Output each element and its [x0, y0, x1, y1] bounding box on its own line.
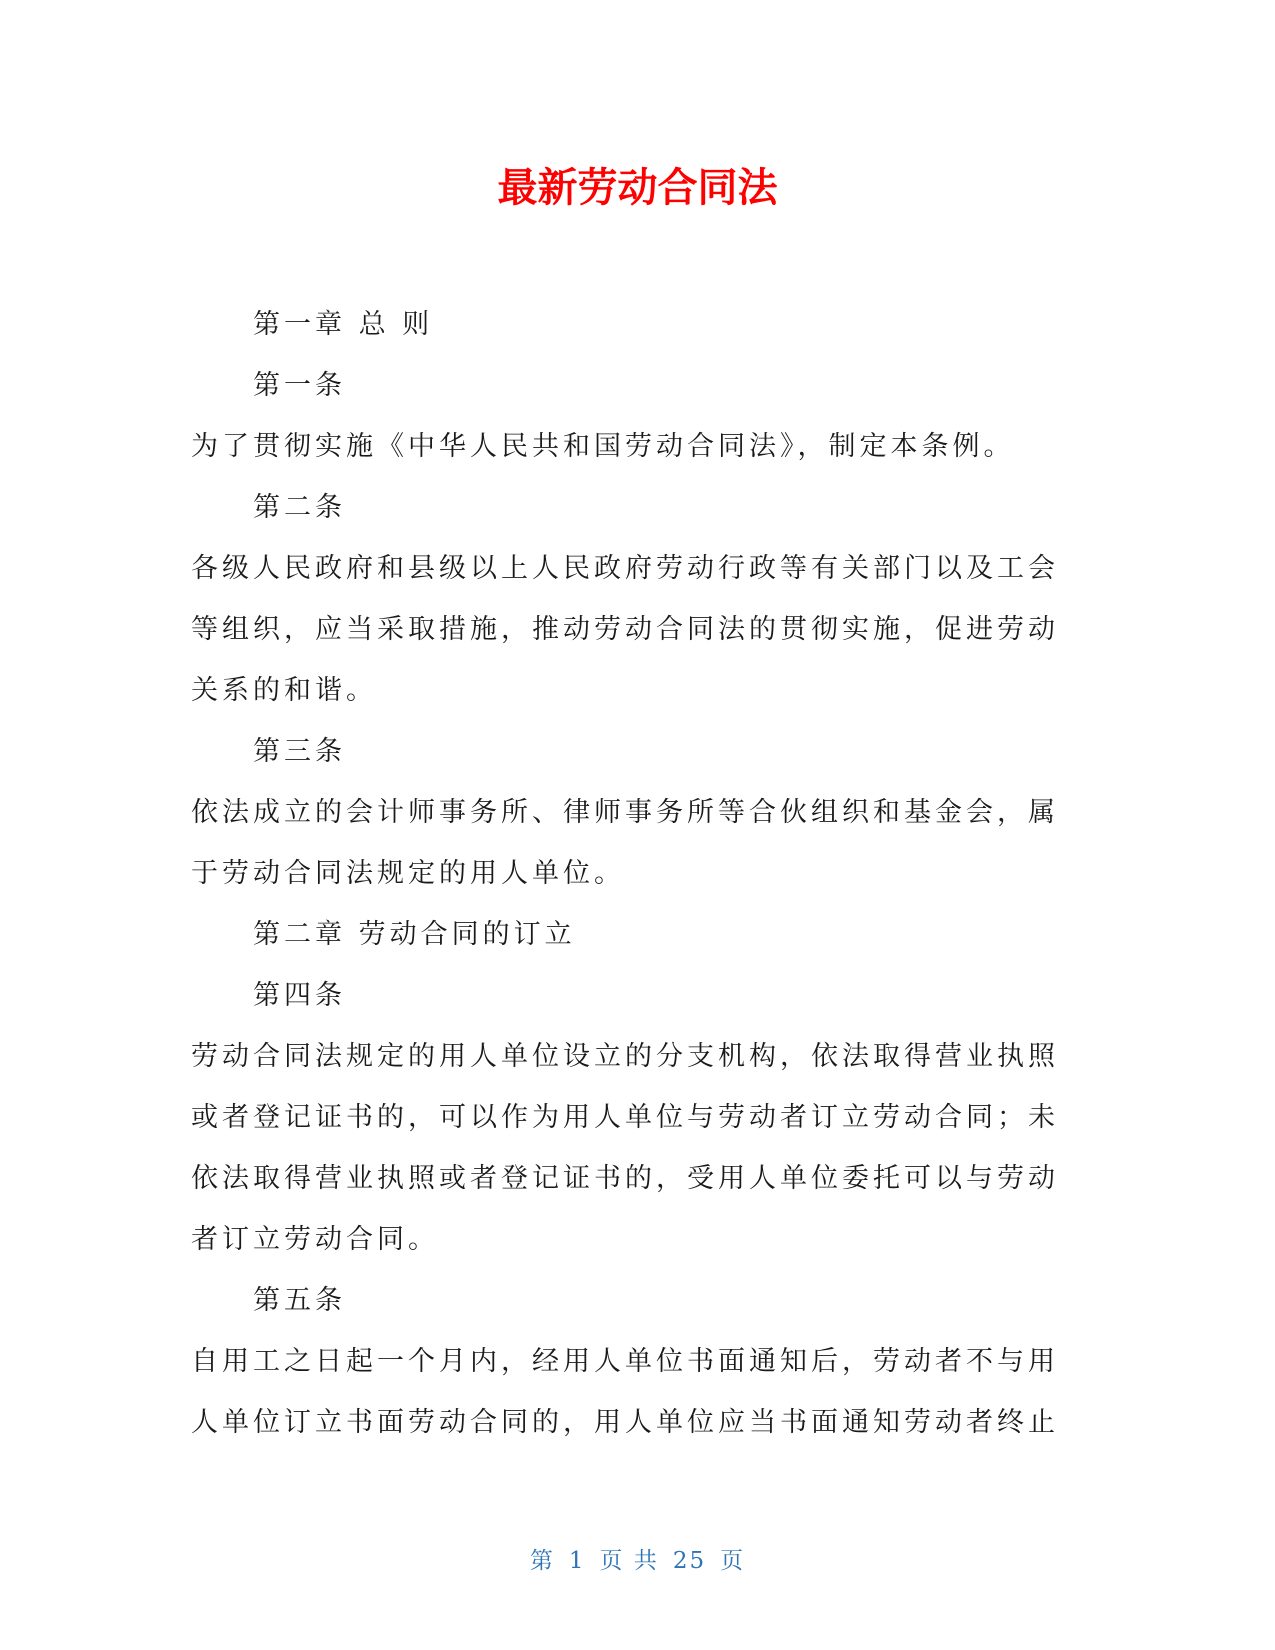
paragraph-line: 或者登记证书的，可以作为用人单位与劳动者订立劳动合同；未	[191, 1102, 1059, 1133]
paragraph-line: 人单位订立书面劳动合同的，用人单位应当书面通知劳动者终止	[191, 1407, 1059, 1438]
article-heading: 第一条	[253, 370, 346, 401]
paragraph-line: 依法取得营业执照或者登记证书的，受用人单位委托可以与劳动	[191, 1163, 1059, 1194]
article-heading: 第二条	[253, 492, 346, 523]
paragraph-line: 自用工之日起一个月内，经用人单位书面通知后，劳动者不与用	[191, 1346, 1059, 1377]
paragraph-line: 为了贯彻实施《中华人民共和国劳动合同法》，制定本条例。	[191, 431, 1015, 462]
page-footer	[0, 1546, 1275, 1576]
paragraph-line: 关系的和谐。	[191, 675, 377, 706]
total-pages-number: 25	[672, 1548, 707, 1574]
paragraph-line: 于劳动合同法规定的用人单位。	[191, 858, 625, 889]
chapter-heading: 第二章 劳动合同的订立	[253, 919, 576, 950]
article-heading: 第五条	[253, 1285, 346, 1316]
article-heading: 第三条	[253, 736, 346, 767]
article-heading: 第四条	[253, 980, 346, 1011]
paragraph-line: 劳动合同法规定的用人单位设立的分支机构，依法取得营业执照	[191, 1041, 1059, 1072]
page-label-prefix: 第	[529, 1548, 555, 1574]
paragraph-line: 等组织，应当采取措施，推动劳动合同法的贯彻实施，促进劳动	[191, 614, 1059, 645]
page-label-suffix: 页	[720, 1548, 746, 1574]
page-label-middle: 页 共	[599, 1548, 659, 1574]
document-title: 最新劳动合同法	[497, 165, 778, 211]
chapter-heading: 第一章 总 则	[253, 309, 434, 340]
paragraph-line: 依法成立的会计师事务所、律师事务所等合伙组织和基金会，属	[191, 797, 1059, 828]
paragraph-line: 者订立劳动合同。	[191, 1224, 439, 1255]
current-page-number: 1	[568, 1548, 586, 1574]
document-body	[191, 294, 1059, 1453]
paragraph-line: 各级人民政府和县级以上人民政府劳动行政等有关部门以及工会	[191, 553, 1059, 584]
